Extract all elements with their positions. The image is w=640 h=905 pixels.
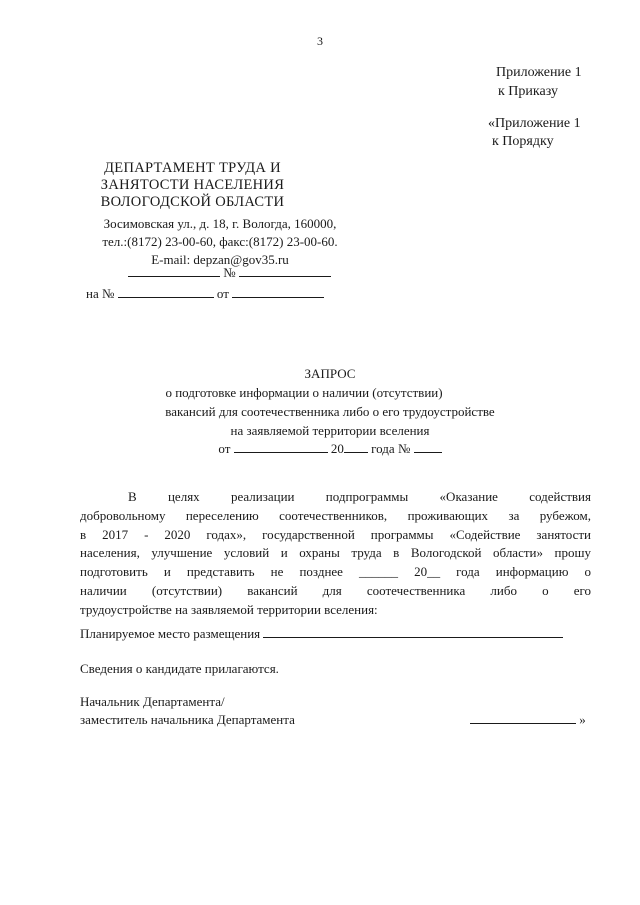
- appendix-line-1: Приложение 1: [496, 65, 582, 80]
- request-number-label: года №: [371, 441, 411, 456]
- outgoing-number-blank[interactable]: [239, 265, 331, 277]
- department-name-line-2: ЗАНЯТОСТИ НАСЕЛЕНИЯ: [100, 177, 285, 193]
- body-line-2: добровольному переселению соотечественников, проживающих за рубежом,: [80, 507, 591, 523]
- department-name-line-3: ВОЛОГОДСКОЙ ОБЛАСТИ: [100, 194, 285, 210]
- request-date-from: от: [218, 441, 231, 456]
- placement-row: [80, 625, 563, 643]
- outgoing-number-row: [128, 264, 331, 282]
- body-line-3: в 2017 - 2020 годах», государственной программы «Содействие занятости: [80, 526, 591, 542]
- request-subtitle-3: на заявляемой территории вселения: [230, 423, 430, 438]
- body-line-1: В целях реализации подпрограммы «Оказание содействия: [128, 489, 591, 504]
- request-number-blank[interactable]: [414, 441, 442, 453]
- signature-title-line-1: Начальник Департамента/: [80, 694, 225, 709]
- appendix-line-4: к Порядку: [492, 134, 554, 149]
- department-name: [60, 160, 325, 211]
- department-name-line-1: ДЕПАРТАМЕНТ ТРУДА И: [104, 160, 281, 176]
- request-subtitle-2: вакансий для соотечественника либо о его трудоустройстве: [165, 404, 495, 419]
- reference-number-blank[interactable]: [118, 286, 214, 298]
- appendix-line-3: «Приложение 1: [488, 116, 581, 131]
- body-line-5: подготовить и представить не позднее ______ 20__ года информацию о: [80, 564, 591, 580]
- department-contacts: [75, 215, 365, 269]
- outgoing-date-blank[interactable]: [128, 265, 220, 277]
- body-line-7: трудоустройстве на заявляемой территории вселения:: [80, 601, 378, 617]
- request-body: [80, 488, 591, 620]
- body-line-6: наличии (отсутствии) вакансий для соотечественника либо о его: [80, 582, 591, 598]
- number-label: №: [223, 265, 236, 280]
- request-date-row: [0, 440, 640, 457]
- reference-label: на №: [86, 286, 115, 301]
- placement-blank[interactable]: [263, 626, 563, 638]
- closing-quote: »: [579, 712, 586, 727]
- department-email: E-mail: depzan@gov35.ru: [151, 252, 289, 267]
- request-title: ЗАПРОС: [304, 366, 356, 381]
- signature-title-line-2: заместитель начальника Департамента: [80, 712, 295, 727]
- request-year: 20: [330, 441, 344, 456]
- candidate-note: Сведения о кандидате прилагаются.: [80, 661, 279, 676]
- department-phone: тел.:(8172) 23-00-60, факс:(8172) 23-00-60.: [102, 234, 338, 249]
- appendix-line-2: к Приказу: [498, 84, 558, 99]
- request-year-blank[interactable]: [344, 441, 368, 453]
- request-subtitle-1: о подготовке информации о наличии (отсутствии): [165, 385, 443, 400]
- signature-row: [470, 711, 586, 729]
- placement-label: Планируемое место размещения: [80, 626, 261, 641]
- signature-blank[interactable]: [470, 712, 576, 724]
- reference-from-label: от: [216, 286, 229, 301]
- department-address: Зосимовская ул., д. 18, г. Вологда, 160000,: [103, 216, 337, 231]
- request-date-blank[interactable]: [234, 441, 328, 453]
- reference-date-blank[interactable]: [232, 286, 324, 298]
- page-number: 3: [317, 34, 323, 48]
- body-line-4: населения, улучшение условий и охраны труда в Вологодской области» прошу: [80, 545, 591, 561]
- reference-row: [86, 285, 324, 303]
